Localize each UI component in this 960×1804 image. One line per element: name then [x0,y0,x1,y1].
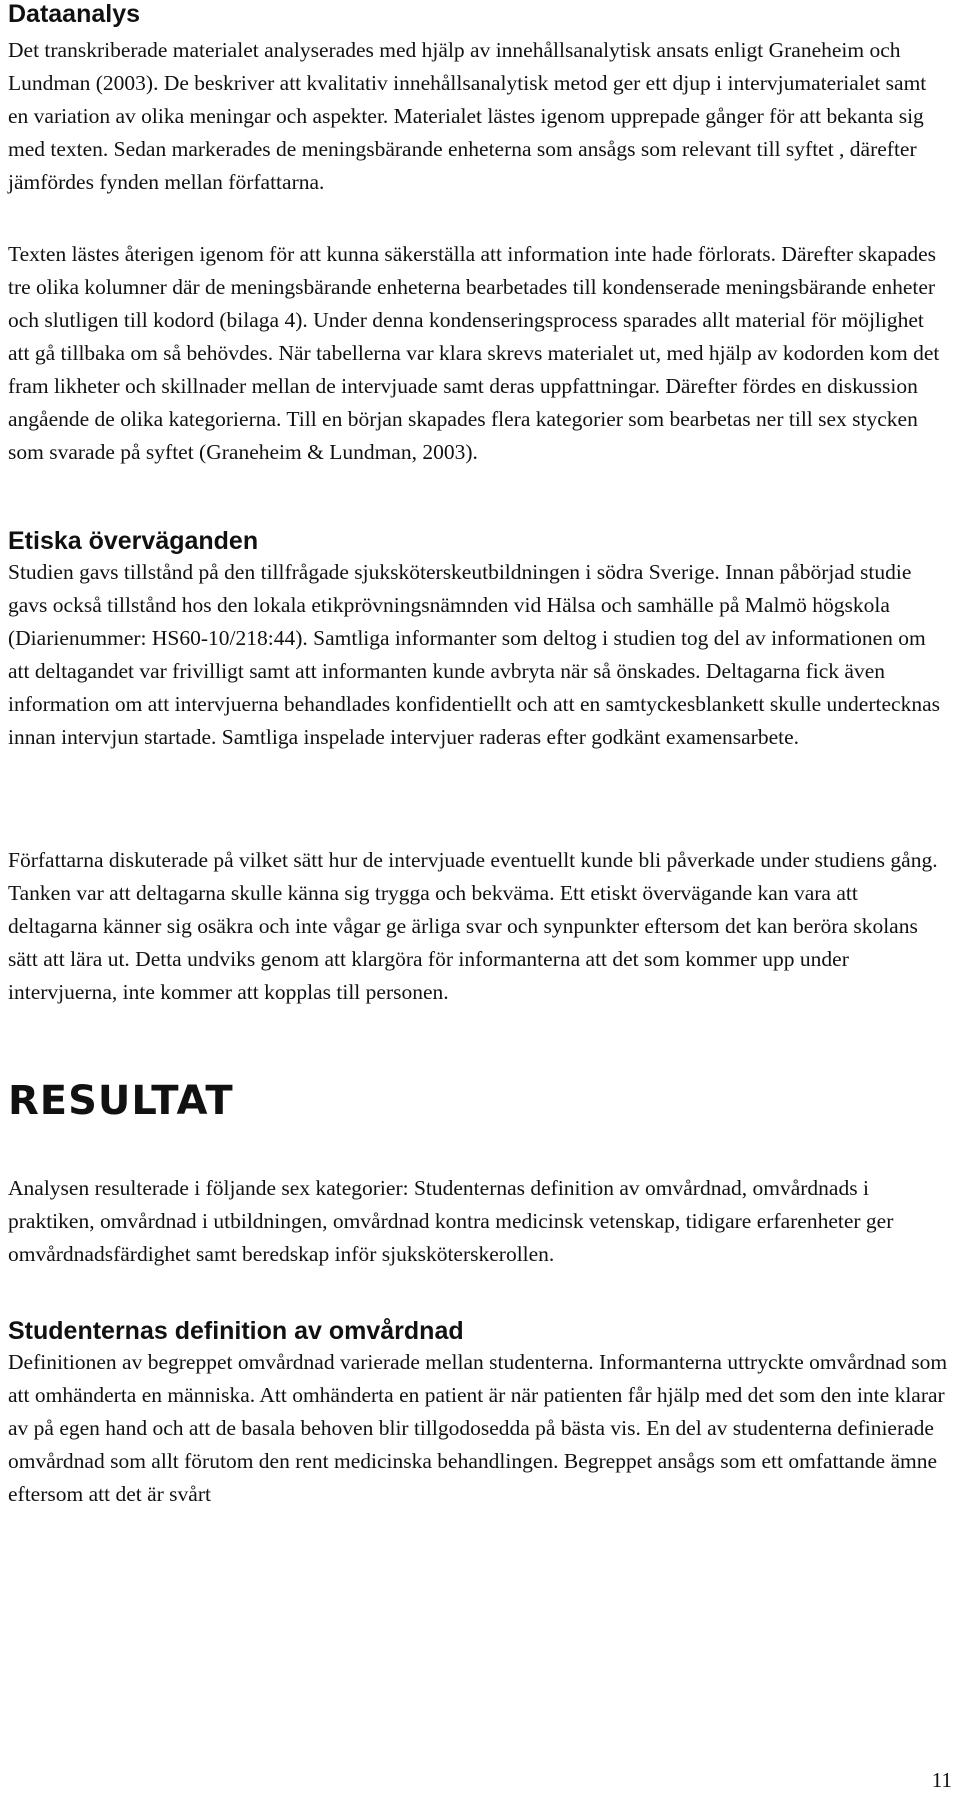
dataanalys-paragraph-1: Det transkriberade materialet analyserades med hjälp av innehållsanalytisk ansats enligt Graneheim och Lundman (2003). De beskriver att kvalitativ innehållsanalytisk metod ger ett djup i intervjumaterialet samt en variation av olika meningar och aspekter. Materialet lästes igenom upprepade gånger för att bekanta sig med texten. Sedan markerades de meningsbärande enheterna som ansågs som relevant till syftet , därefter jämfördes fynden mellan författarna. [8,38,927,194]
etiska-paragraph-2: Författarna diskuterade på vilket sätt hur de intervjuade eventuellt kunde bli påverkade under studiens gång. Tanken var att deltagarna skulle känna sig trygga och bekväma. Ett etiskt övervägande kan vara att deltagarna känner sig osäkra och inte vågar ge ärliga svar och synpunkter eftersom det kan beröra skolans sätt att lära ut. Detta undviks genom att klargöra för informanterna att det som kommer upp under intervjuerna, inte kommer att kopplas till personen. [8,848,938,1004]
heading-resultat: RESULTAT [8,1078,234,1124]
resultat-paragraph-1: Analysen resulterade i följande sex kategorier: Studenternas definition av omvårdnad, omvårdnads i praktiken, omvårdnad i utbildningen, omvårdnad kontra medicinsk vetenskap, tidigare erfarenheter ger omvårdnadsfärdighet samt beredskap inför sjuksköterskerollen. [8,1176,894,1266]
definition-paragraph-1: Definitionen av begreppet omvårdnad varierade mellan studenterna. Informanterna uttryckte omvårdnad som att omhänderta en människa. Att omhänderta en patient är när patienten får hjälp med det som den inte klarar av på egen hand och att de basala behoven blir tillgodosedda på bästa vis. En del av studenterna definierade omvårdnad som allt förutom den rent medicinska behandlingen. Begreppet ansågs som ett omfattande ämne eftersom att det är svårt [8,1350,948,1506]
etiska-paragraph-1: Studien gavs tillstånd på den tillfrågade sjuksköterskeutbildningen i södra Sverige. Innan påbörjad studie gavs också tillstånd hos den lokala etikprövningsnämnden vid Hälsa och samhälle på Malmö högskola (Diarienummer: HS60-10/218:44). Samtliga informanter som deltog i studien tog del av informationen om att deltagandet var frivilligt samt att informanten kunde avbryta när så önskades. Deltagarna fick även information om att intervjuerna behandlades konfidentiellt och att en samtyckesblankett skulle undertecknas innan intervjun startade. Samtliga inspelade intervjuer raderas efter godkänt examensarbete. [8,560,940,749]
heading-dataanalys: Dataanalys [8,0,141,28]
heading-studenternas-definition: Studenternas definition av omvårdnad [8,1317,464,1345]
heading-etiska-overvaganden: Etiska överväganden [8,527,259,555]
page-number: 11 [931,1768,952,1792]
dataanalys-paragraph-2: Texten lästes återigen igenom för att kunna säkerställa att information inte hade förlorats. Därefter skapades tre olika kolumner där de meningsbärande enheterna bearbetades till kondenserade meningsbärande enheter och slutligen till kodord (bilaga 4). Under denna kondenseringsprocess sparades allt material för möjlighet att gå tillbaka om så behövdes. När tabellerna var klara skrevs materialet ut, med hjälp av kodorden kom det fram likheter och skillnader mellan de intervjuade samt deras uppfattningar. Därefter fördes en diskussion angående de olika kategorierna. Till en början skapades flera kategorier som bearbetas ner till sex stycken som svarade på syftet (Graneheim & Lundman, 2003). [8,242,940,464]
